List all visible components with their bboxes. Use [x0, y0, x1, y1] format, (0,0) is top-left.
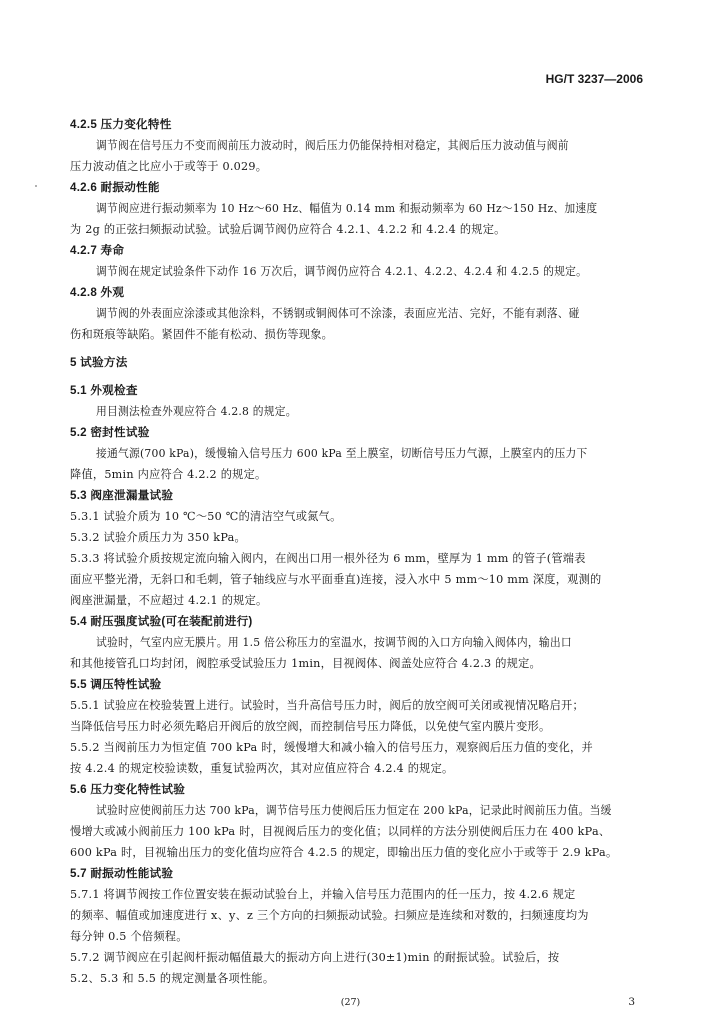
body-line: 调节阀在信号压力不变而阀前压力波动时，阀后压力仍能保持相对稳定，其阀后压力波动值与阀前: [96, 139, 569, 152]
heading-5-3: 5.3 阀座泄漏量试验: [70, 489, 174, 502]
heading-5-4: 5.4 耐压强度试验(可在装配前进行): [70, 615, 253, 628]
body-line: 慢增大或减小阀前压力 100 kPa 时，目视阀后压力的变化值；以同样的方法分别使阀后压力在 400 kPa、: [70, 825, 611, 838]
body-line: 5.7.2 调节阀应在引起阀杆振动幅值最大的振动方向上进行(30±1)min 的耐振试验。试验后，按: [70, 951, 560, 964]
heading-5-5: 5.5 调压特性试验: [70, 678, 162, 691]
standard-code: HG/T 3237—2006: [545, 72, 643, 86]
body-line: 5.3.2 试验介质压力为 350 kPa。: [70, 531, 246, 544]
scan-speck: [35, 185, 37, 187]
body-line: 压力波动值之比应小于或等于 0.029。: [70, 160, 268, 173]
body-line: 用目测法检查外观应符合 4.2.8 的规定。: [96, 405, 297, 418]
body-line: 降值，5min 内应符合 4.2.2 的规定。: [70, 468, 267, 481]
page-number: 3: [628, 996, 635, 1008]
body-line: 每分钟 0.5 个倍频程。: [70, 930, 188, 943]
body-line: 接通气源(700 kPa)，缓慢输入信号压力 600 kPa 至上膜室，切断信号压力气源，上膜室内的压力下: [96, 447, 588, 460]
heading-5-6: 5.6 压力变化特性试验: [70, 783, 186, 796]
heading-5-7: 5.7 耐振动性能试验: [70, 867, 174, 880]
body-line: 5.3.3 将试验介质按规定流向输入阀内，在阀出口用一根外径为 6 mm，壁厚为 1 mm 的管子(管端表: [70, 552, 586, 565]
heading-5-1: 5.1 外观检查: [70, 384, 138, 397]
sheet-number: (27): [340, 997, 361, 1008]
heading-4-2-7: 4.2.7 寿命: [70, 244, 125, 257]
body-line: 为 2g 的正弦扫频振动试验。试验后调节阀仍应符合 4.2.1、4.2.2 和 4.2.4 的规定。: [70, 223, 506, 236]
body-line: 调节阀的外表面应涂漆或其他涂料，不锈钢或铜阀体可不涂漆，表面应光洁、完好，不能有剥落、碰: [96, 307, 580, 320]
body-line: 和其他接管孔口均封闭，阀腔承受试验压力 1min，目视阀体、阀盖处应符合 4.2.3 的规定。: [70, 657, 541, 670]
body-line: 的频率、幅值或加速度进行 x、y、z 三个方向的扫频振动试验。扫频应是连续和对数的，扫频速度均为: [70, 909, 589, 922]
body-line: 5.7.1 将调节阀按工作位置安装在振动试验台上，并输入信号压力范围内的任一压力，按 4.2.6 规定: [70, 888, 576, 901]
body-line: 5.5.1 试验应在校验装置上进行。试验时，当升高信号压力时，阀后的放空阀可关闭或视情况略启开；: [70, 699, 584, 712]
heading-4-2-6: 4.2.6 耐振动性能: [70, 181, 160, 194]
heading-5-2: 5.2 密封性试验: [70, 426, 150, 439]
body-line: 当降低信号压力时必须先略启开阀后的放空阀，而控制信号压力降低，以免使气室内膜片变形。: [70, 720, 551, 733]
body-line: 按 4.2.4 的规定校验读数，重复试验两次，其对应值应符合 4.2.4 的规定。: [70, 762, 454, 775]
body-line: 面应平整光滑，无斜口和毛刺，管子轴线应与水平面垂直)连接，浸入水中 5 mm～10 mm 深度，观测的: [70, 573, 602, 586]
body-line: 调节阀在规定试验条件下动作 16 万次后，调节阀仍应符合 4.2.1、4.2.2、4.2.4 和 4.2.5 的规定。: [96, 265, 588, 278]
heading-4-2-5: 4.2.5 压力变化特性: [70, 118, 172, 131]
heading-5: 5 试验方法: [70, 356, 128, 369]
body-line: 5.3.1 试验介质为 10 ℃～50 ℃的清洁空气或氮气。: [70, 510, 342, 523]
body-line: 伤和斑痕等缺陷。紧固件不能有松动、损伤等现象。: [70, 328, 334, 341]
body-line: 试验时，气室内应无膜片。用 1.5 倍公称压力的室温水，按调节阀的入口方向输入阀体内，输出口: [96, 636, 572, 649]
body-line: 阀座泄漏量，不应超过 4.2.1 的规定。: [70, 594, 268, 607]
body-line: 5.2、5.3 和 5.5 的规定测量各项性能。: [70, 972, 275, 985]
heading-4-2-8: 4.2.8 外观: [70, 286, 125, 299]
body-line: 试验时应使阀前压力达 700 kPa，调节信号压力使阀后压力恒定在 200 kPa，记录此时阀前压力值。当缓: [96, 804, 612, 817]
body-line: 调节阀应进行振动频率为 10 Hz～60 Hz、幅值为 0.14 mm 和振动频率为 60 Hz～150 Hz、加速度: [96, 202, 598, 215]
body-line: 600 kPa 时，目视输出压力的变化值均应符合 4.2.5 的规定，即输出压力值的变化应小于或等于 2.9 kPa。: [70, 846, 618, 859]
body-line: 5.5.2 当阀前压力为恒定值 700 kPa 时，缓慢增大和减小输入的信号压力，观察阀后压力值的变化，并: [70, 741, 593, 754]
